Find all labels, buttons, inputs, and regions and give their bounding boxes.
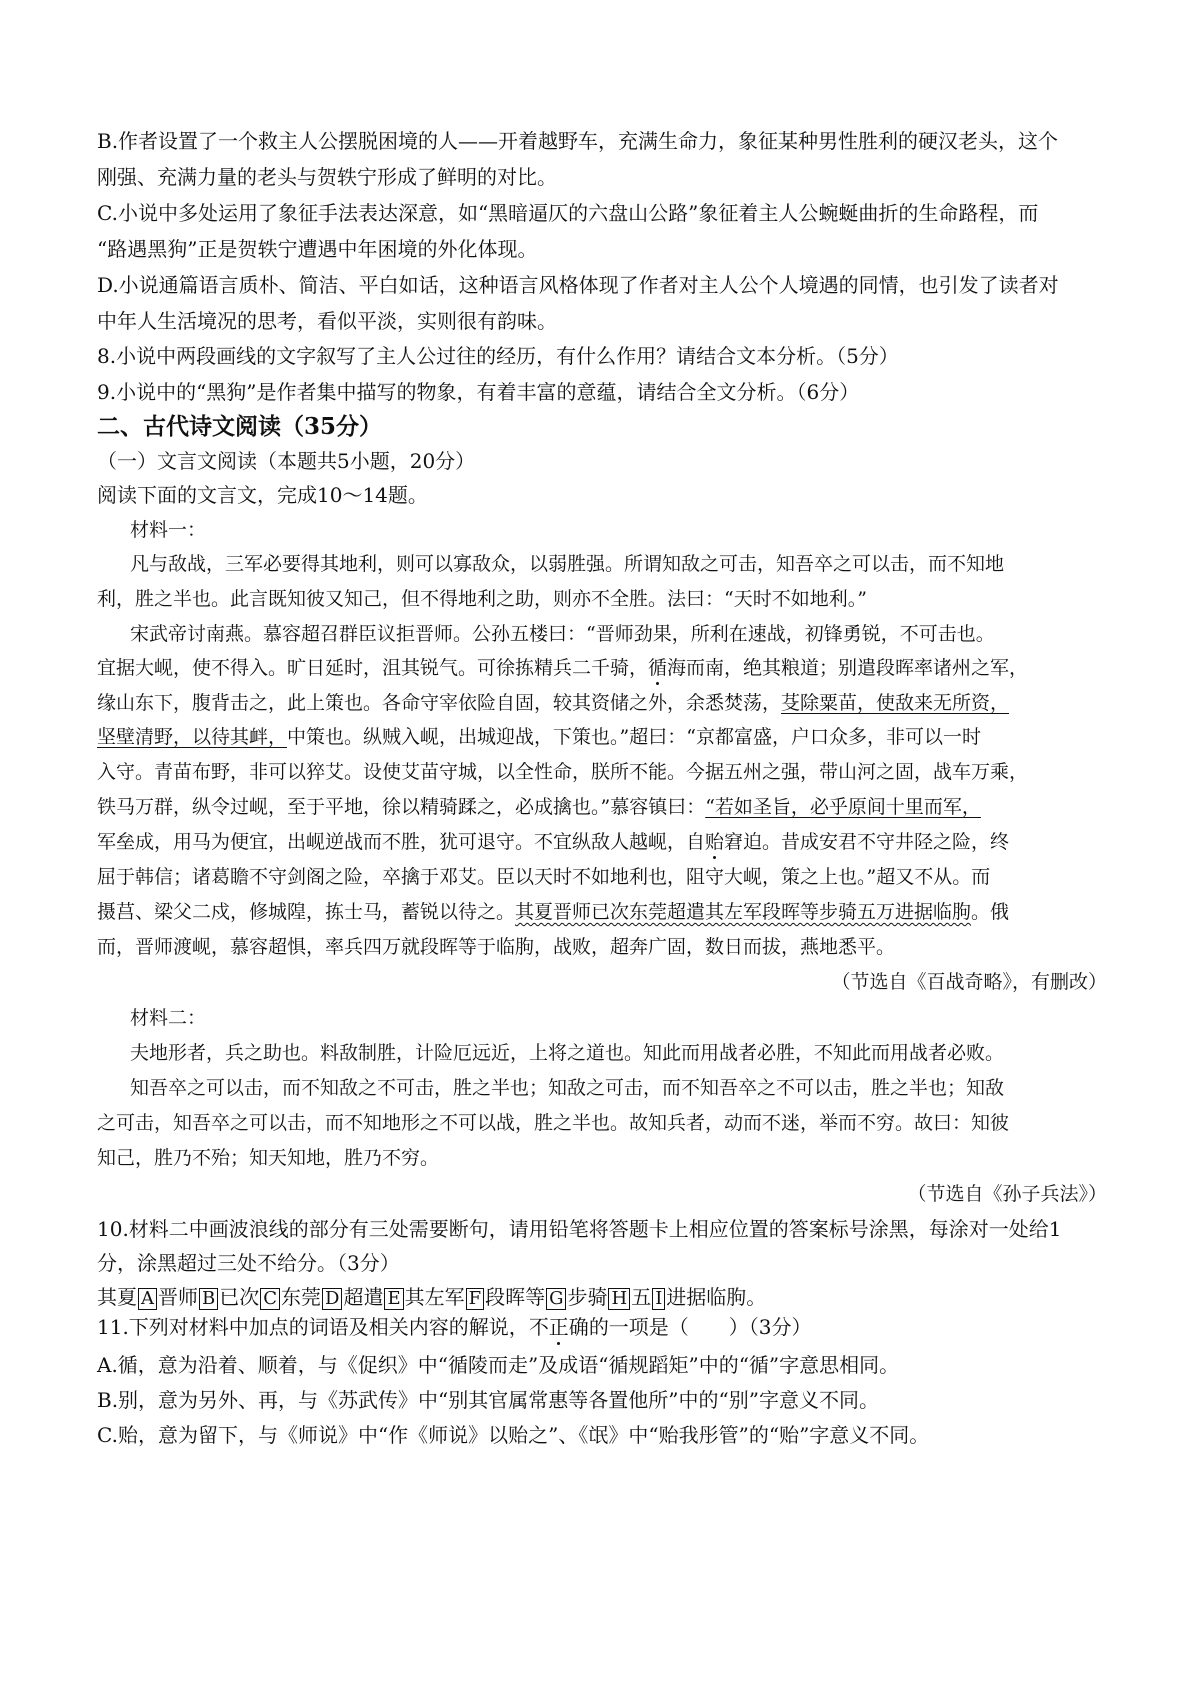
sequence-segment: 超遣 [343,1285,384,1309]
answer-marker-h[interactable]: H [608,1288,630,1310]
subsection-title: （一）文言文阅读（本题共5小题，20分） [97,449,476,473]
material1-source: （节选自《百战奇略》，有删改） [831,971,1107,993]
answer-marker-e[interactable]: E [384,1288,403,1310]
sequence-segment: 段晖等 [485,1285,546,1309]
sequence-segment: 东莞 [281,1285,322,1309]
q11-option-a: A.循，意为沿着、顺着，与《促织》中“循陵而走”及成语“循规蹈矩”中的“循”字意思相同。 [97,1353,900,1377]
passage-line: 凡与敌战，三军必要得其地利，则可以寡敌众，以弱胜强。所谓知敌之可击，知吾卒之可以击，而不知地 [130,553,1005,575]
answer-marker-i[interactable]: I [652,1288,665,1310]
q7-option-c-line1: C.小说中多处运用了象征手法表达深意，如“黑暗逼仄的六盘山公路”象征着主人公蜿蜒曲折的生命路程，而 [97,201,1039,225]
wavy-underlined-text: 其夏晋师已次东莞超遣其左军段晖等步骑五万进据临朐 [515,901,972,923]
sequence-segment: 五 [631,1285,652,1309]
sequence-segment: 已次 [219,1285,260,1309]
question-8: 8.小说中两段画线的文字叙写了主人公过往的经历，有什么作用？请结合文本分析。（5分） [97,344,899,368]
passage-line: 而，晋师渡岘，慕容超惧，率兵四万就段晖等于临朐，战败，超奔广固，数日而拔，燕地悉平。 [97,936,896,958]
material2-source: （节选自《孙子兵法》） [907,1183,1107,1205]
question-10-line1: 10.材料二中画波浪线的部分有三处需要断句，请用铅笔将答题卡上相应位置的答案标号涂黑，每涂对一处给1 [97,1217,1062,1241]
answer-marker-a[interactable]: A [138,1288,157,1310]
sequence-segment: 其左军 [404,1285,465,1309]
dotted-word-xun: 循 [648,657,668,679]
q7-option-b-line2: 刚强、充满力量的老头与贺轶宁形成了鲜明的对比。 [97,165,557,189]
emphasized-text: 不正确 [528,1315,589,1339]
passage-line: 坚壁清野，以待其衅，中策也。纵贼入岘，出城迎战，下策也。”超曰：“京都富盛，户口众多，非可以一时 [97,726,981,748]
question-10-sequence [97,1282,1107,1312]
q11-option-b: B.别，意为另外、再，与《苏武传》中“别其官属常惠等各置他所”中的“别”字意义不同。 [97,1388,879,1412]
reading-instruction: 阅读下面的文言文，完成10～14题。 [97,483,428,507]
passage-line: 屈于韩信；诸葛瞻不守剑阁之险，卒擒于邓艾。臣以天时不如地利也，阻守大岘，策之上也。”超又不从。而 [97,866,991,888]
passage-line: 之可击，知吾卒之可以击，而不知地形之不可以战，胜之半也。故知兵者，动而不迷，举而不穷。故曰：知彼 [97,1112,1010,1134]
question-9: 9.小说中的“黑狗”是作者集中描写的物象，有着丰富的意蕴，请结合全文分析。（6分） [97,380,860,404]
answer-marker-c[interactable]: C [260,1288,280,1310]
sequence-segment: 晋师 [158,1285,198,1309]
answer-marker-f[interactable]: F [466,1288,485,1310]
q11-option-c: C.贻，意为留下，与《师说》中“作《师说》以贻之”、《氓》中“贻我彤管”的“贻”字意义不同。 [97,1423,930,1447]
q7-option-d-line2: 中年人生活境况的思考，看似平淡，实则很有韵味。 [97,309,557,333]
question-11-stem: 11.下列对材料中加点的词语及相关内容的解说，不正确的一项是（ ）（3分） [97,1315,812,1339]
passage-line: 铁马万群，纵令过岘，至于平地，徐以精骑蹂之，必成擒也。”慕容镇曰：“若如圣旨，必乎原间十里而军， [97,796,981,818]
underlined-text: 坚壁清野，以待其衅， [97,726,288,748]
passage-line: 知己，胜乃不殆；知天知地，胜乃不穷。 [97,1147,440,1169]
passage-line: 缘山东下，腹背击之，此上策也。各命守宰依险自固，较其资储之外，余悉焚荡，芟除粟苗，使敌来无所资， [97,692,1010,714]
answer-marker-g[interactable]: G [546,1288,566,1310]
dotted-word-yi: 贻 [705,831,725,853]
material2-label: 材料二： [130,1007,207,1029]
q7-option-b-line1: B.作者设置了一个救主人公摆脱困境的人——开着越野车，充满生命力，象征某种男性胜利的硬汉老头，这个 [97,129,1059,153]
answer-marker-d[interactable]: D [322,1288,342,1310]
material1-label: 材料一： [130,519,207,541]
sequence-segment: 进据临朐。 [666,1285,767,1309]
passage-line: 摄莒、梁父二戍，修城隍，拣士马，蓄锐以待之。其夏晋师已次东莞超遣其左军段晖等步骑五万进据临朐。俄 [97,901,1010,923]
underlined-text: 芟除粟苗，使敌来无所资， [781,692,1010,714]
q7-option-c-line2: “路遇黑狗”正是贺轶宁遭遇中年困境的外化体现。 [97,237,538,261]
passage-line: 入守。青苗布野，非可以猝艾。设使艾苗守城，以全性命，朕所不能。今据五州之强，带山河之固，战车万乘， [97,761,1029,783]
underlined-text: “若如圣旨，必乎原间十里而军， [705,796,981,818]
passage-line: 军垒成，用马为便宜，出岘逆战而不胜，犹可退守。不宜纵敌人越岘，自贻窘迫。昔成安君不守井陉之险，终 [97,831,1010,853]
passage-line: 利，胜之半也。此言既知彼又知己，但不得地利之助，则亦不全胜。法曰：“天时不如地利。” [97,588,867,610]
answer-marker-b[interactable]: B [199,1288,218,1310]
passage-line: 夫地形者，兵之助也。料敌制胜，计险厄远近，上将之道也。知此而用战者必胜，不知此而用战者必败。 [130,1042,1005,1064]
passage-line: 宋武帝讨南燕。慕容超召群臣议拒晋师。公孙五楼曰：“晋师劲果，所利在速战，初锋勇锐，不可击也。 [130,623,995,645]
section-title: 二、古代诗文阅读（35分） [97,413,383,440]
question-10-line2: 分，涂黑超过三处不给分。（3分） [97,1251,400,1275]
sequence-segment: 其夏 [97,1285,137,1309]
sequence-segment: 步骑 [567,1285,608,1309]
passage-line: 知吾卒之可以击，而不知敌之不可击，胜之半也；知敌之可击，而不知吾卒之不可以击，胜之半也；知敌 [130,1077,1005,1099]
q7-option-d-line1: D.小说通篇语言质朴、简洁、平白如话，这种语言风格体现了作者对主人公个人境遇的同情，也引发了读者对 [97,273,1059,297]
passage-line: 宜据大岘，使不得入。旷日延时，沮其锐气。可徐拣精兵二千骑，循海而南，绝其粮道；别遣段晖率诸州之军， [97,657,1029,679]
